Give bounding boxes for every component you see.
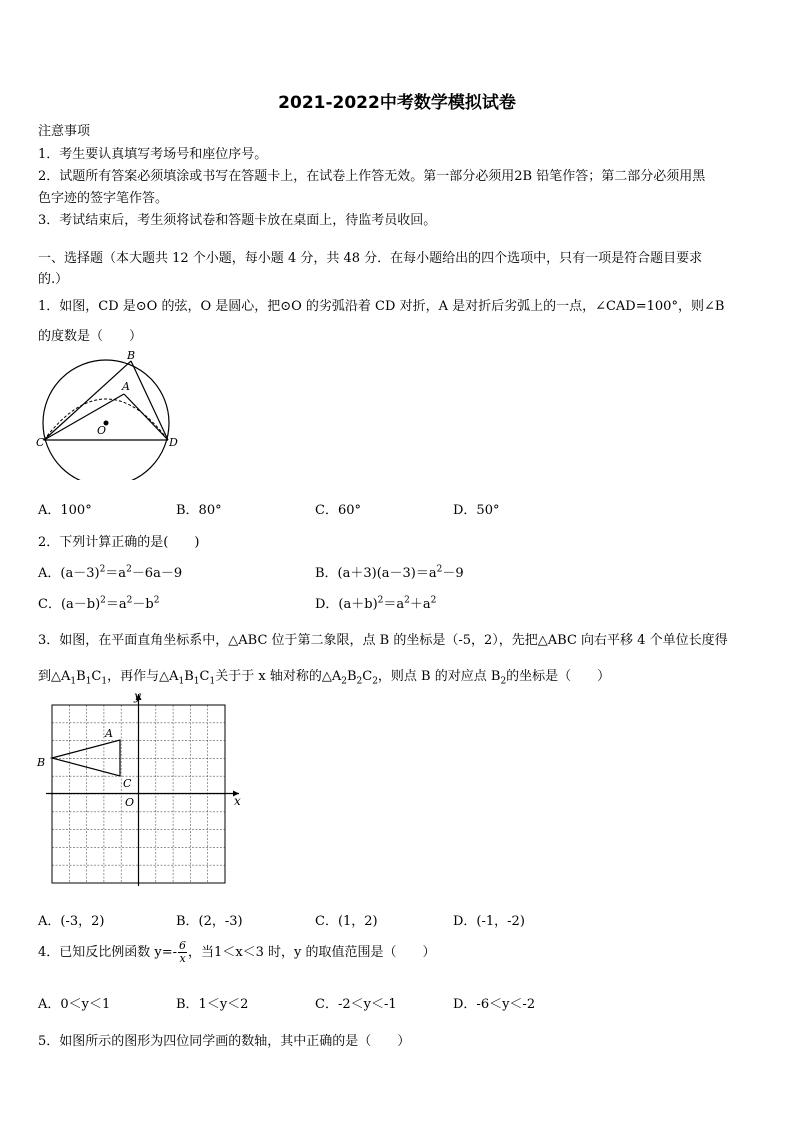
segment-ca xyxy=(44,394,124,440)
q3-option-b: B．(2，-3) xyxy=(176,914,243,929)
notice-item: 2．试题所有答案必须填涂或书写在答题卡上，在试卷上作答无效。第一部分必须用2B 铅笔作答；第二部分必须用黑 xyxy=(38,169,706,184)
q4-option-b: B．1＜y＜2 xyxy=(176,997,249,1012)
q2-option-d: D．$(a+b)^2=a^2+a^2$ xyxy=(315,595,437,612)
label-b: B xyxy=(127,350,136,362)
q3-option-a: A．(-3，2) xyxy=(38,914,105,929)
q4-option-a: A．0＜y＜1 xyxy=(38,997,111,1012)
label-d: D xyxy=(169,436,178,449)
q4-option-c: C．-2＜y＜-1 xyxy=(315,997,397,1012)
label-o: O xyxy=(97,424,107,437)
notice-item: 色字迹的签字笔作答。 xyxy=(38,191,169,206)
label-y: y xyxy=(134,690,141,703)
question-2-stem: 2．下列计算正确的是( ) xyxy=(38,535,200,550)
q1-option-c: C．60° xyxy=(315,503,361,518)
q1-option-a: A．100° xyxy=(38,503,92,518)
label-b: B xyxy=(37,756,46,769)
q2-option-c: C．$(a-b)^2=a^2-b^2$ xyxy=(38,595,160,612)
segment-cb xyxy=(44,361,131,440)
label-o: O xyxy=(125,796,135,809)
q2-option-a: A．$(a-3)^2=a^2-6a-9$ xyxy=(38,564,183,581)
question-5-stem: 5．如图所示的图形为四位同学画的数轴，其中正确的是（ ） xyxy=(38,1034,411,1049)
segment-ad xyxy=(124,394,168,440)
question-1-figure xyxy=(36,350,186,480)
page-title: 2021-2022中考数学模拟试卷 xyxy=(278,93,516,113)
label-x: x xyxy=(234,794,241,808)
segment-bd xyxy=(131,361,168,440)
section-header: 一、选择题（本大题共 12 个小题，每小题 4 分，共 48 分．在每小题给出的四个选项中，只有一项是符合题目要求 xyxy=(38,251,703,266)
notice-heading: 注意事项 xyxy=(38,124,91,139)
question-1-stem-cont: 的度数是（ ） xyxy=(38,329,143,344)
label-a: A xyxy=(105,727,113,740)
triangle-abc xyxy=(52,740,120,776)
label-a: A xyxy=(122,380,130,393)
label-c: C xyxy=(123,777,132,790)
q4-option-d: D．-6＜y＜-2 xyxy=(453,997,536,1012)
q1-option-b: B．80° xyxy=(176,503,222,518)
question-4-stem: 4．已知反比例函数 y=- $\frac{6}{x}$ ，当1＜x＜3 时，y 的取值范围是（ ） xyxy=(38,939,436,965)
question-3-stem: 3．如图，在平面直角坐标系中，△ABC 位于第二象限，点 B 的坐标是（-5，2），先把△ABC 向右平移 4 个单位长度得 xyxy=(38,633,728,648)
q3-option-c: C．(1，2) xyxy=(315,914,378,929)
q2-option-b: B．$(a+3)(a-3)=a^2-9$ xyxy=(315,564,464,581)
question-1-stem: 1．如图，CD 是⊙O 的弦，O 是圆心，把⊙O 的劣弧沿着 CD 对折，A 是对折后劣弧上的一点，∠CAD=100°，则∠B xyxy=(38,299,725,314)
notice-item: 3．考试结束后，考生须将试卷和答题卡放在桌面上，待监考员收回。 xyxy=(38,213,437,228)
fraction: $\frac{6}{x}$ xyxy=(179,939,187,965)
notice-item: 1．考生要认真填写考场号和座位序号。 xyxy=(38,147,268,162)
q3-option-d: D．(-1，-2) xyxy=(453,914,525,929)
q1-option-d: D．50° xyxy=(453,503,500,518)
section-header-cont: 的.） xyxy=(38,272,69,287)
question-3-figure xyxy=(34,690,249,890)
question-3-stem-cont: 到$\triangle A_1B_1C_1$，再作与$\triangle A_1B_1C_1$关于于 x 轴对称的$\triangle A_2B_2C_2$，则点 B 的对应点 $B_2$的坐标是（ ） xyxy=(38,669,611,687)
label-c: C xyxy=(36,436,45,449)
